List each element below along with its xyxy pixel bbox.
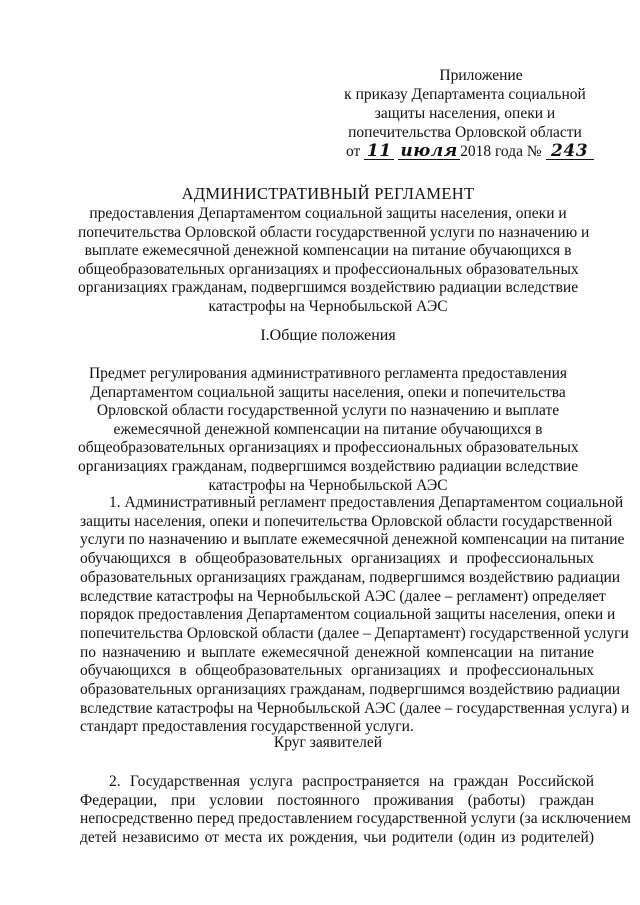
- paragraph-line: непосредственно перед предоставлением государственной услуги (за исключением: [80, 810, 631, 828]
- subject-heading-line: Предмет регулирования административного регламента предоставления: [88, 365, 567, 382]
- paragraph-line: детей независимо от места их рождения, чьи родители (один из родителей): [80, 829, 594, 847]
- subject-heading: [78, 365, 578, 495]
- order-number-sign: №: [526, 143, 542, 160]
- order-month-handwritten: июля: [398, 144, 460, 160]
- paragraph-line: порядок предоставления Департаментом социальной защиты населения, опеки и: [80, 606, 616, 624]
- appendix-line-2: защиты населения, опеки и: [374, 105, 556, 122]
- paragraph-line: образовательных организациях гражданам, подвергшимся воздействию радиации: [80, 681, 621, 699]
- subject-heading-line: общеобразовательных организациях и профессиональных образовательных: [78, 439, 579, 457]
- paragraph-line: Федерации, при условии постоянного проживания (работы) граждан: [80, 791, 594, 809]
- order-date-line: [330, 142, 600, 161]
- paragraph-2: [80, 773, 631, 848]
- appendix-line-3: попечительства Орловской области: [348, 124, 582, 141]
- appendix-block: [330, 66, 600, 161]
- paragraph-line: стандарт предоставления государственной услуги.: [80, 718, 414, 736]
- appendix-title: Приложение: [439, 67, 523, 84]
- subtitle-line: предоставления Департаментом социальной защиты населения, опеки и: [89, 205, 567, 222]
- subtitle-line: попечительства Орловской области государственной услуги по назначению и: [78, 223, 590, 241]
- order-year: 2018 года: [460, 143, 523, 160]
- paragraph-line: 2. Государственная услуга распространяется на граждан Российской: [109, 773, 594, 790]
- paragraph-1: [80, 494, 630, 737]
- order-prefix: от: [346, 143, 361, 160]
- order-number-handwritten: 243: [546, 144, 594, 160]
- paragraph-line: вследствие катастрофы на Чернобыльской АЭС (далее – регламент) определяет: [80, 587, 606, 605]
- paragraph-line: попечительства Орловской области (далее – Департамент) государственной услуги: [80, 624, 629, 642]
- order-day-handwritten: 11: [364, 144, 394, 160]
- paragraph-line: 1. Административный регламент предоставления Департаментом социальной: [109, 494, 624, 511]
- paragraph-line: защиты населения, опеки и попечительства Орловской области государственной: [80, 512, 613, 530]
- appendix-line-1: к приказу Департамента социальной: [344, 86, 586, 103]
- paragraph-line: обучающихся в общеобразовательных организациях и профессиональных: [80, 662, 594, 680]
- subtitle-line: общеобразовательных организациях и профессиональных образовательных: [78, 260, 579, 278]
- subtitle-line: выплате ежемесячной денежной компенсации на питание обучающихся в: [84, 242, 572, 260]
- applicants-heading: Круг заявителей: [273, 734, 383, 751]
- subject-heading-line: катастрофы на Чернобыльской АЭС: [208, 476, 448, 494]
- document-title: АДМИНИСТРАТИВНЫЙ РЕГЛАМЕНТ: [181, 184, 475, 203]
- subtitle-line: организациях гражданам, подвергшимся воздействию радиации вследствие: [78, 279, 579, 297]
- subject-heading-line: ежемесячной денежной компенсации на питание обучающихся в: [113, 420, 543, 438]
- subject-heading-line: организациях гражданам, подвергшимся воздействию радиации вследствие: [78, 457, 579, 475]
- paragraph-line: вследствие катастрофы на Чернобыльской АЭС (далее – государственная услуга) и: [80, 699, 630, 717]
- subject-heading-line: Орловской области государственной услуги по назначению и выплате: [96, 402, 560, 420]
- section-heading-general: I.Общие положения: [260, 327, 396, 344]
- paragraph-line: обучающихся в общеобразовательных организациях и профессиональных: [80, 550, 594, 568]
- paragraph-line: по назначению и выплате ежемесячной денежной компенсации на питание: [80, 643, 594, 661]
- document-subtitle: [78, 205, 590, 317]
- paragraph-line: услуги по назначению и выплате ежемесячной денежной компенсации на питание: [80, 531, 625, 549]
- subject-heading-line: Департаментом социальной защиты населения, опеки и попечительства: [90, 383, 566, 401]
- subtitle-line: катастрофы на Чернобыльской АЭС: [208, 297, 448, 315]
- paragraph-line: образовательных организациях гражданам, подвергшимся воздействию радиации: [80, 568, 621, 586]
